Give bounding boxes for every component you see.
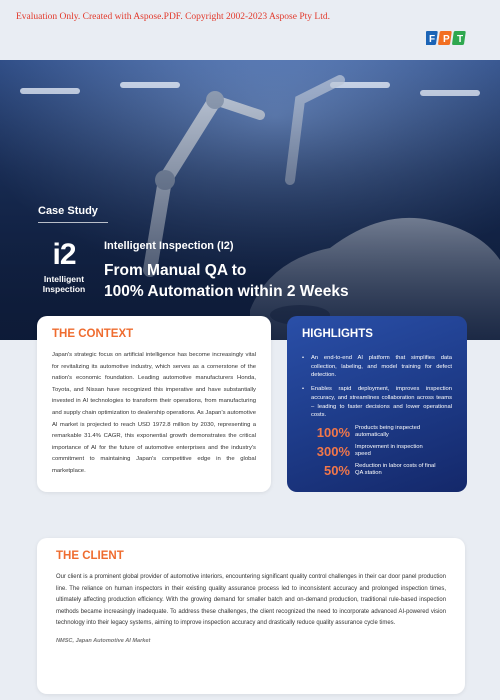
hero-title-line2: 100% Automation within 2 Weeks: [104, 283, 349, 300]
stat-label: Reduction in labor costs of final QA station: [355, 463, 436, 477]
case-study-divider: [38, 222, 108, 223]
client-source: NMSC, Japan Automotive AI Market: [56, 637, 151, 644]
highlights-title: HIGHLIGHTS: [302, 328, 373, 340]
client-body: Our client is a prominent global provider of automotive interiors, encountering significant quality control challenges in their car door panel production line. The reliance on human inspectors in their existing quality assurance process led to inconsistent accuracy and prolonged inspection times, ultimately affecting production efficiency. With the growing demand for smaller batch and on-demand production, traditional rule-based inspection methods became increasingly inadequate. To address these challenges, the client recognized the need to incorporate advanced AI-powered vision technology into their legacy systems, aiming to improve inspection accuracy and drastically reduce quality assurance cycle times.: [56, 574, 446, 627]
stat-value: 300%: [316, 443, 350, 459]
hero-subtitle: Intelligent Inspection (I2): [104, 240, 234, 252]
stat-row: [302, 444, 452, 459]
badge-name-line1: Intelligent: [43, 274, 85, 284]
highlight-bullet: • Enables rapid deployment, improves inspection accuracy, and streamlines collaboration across teams – leading to faster decisions and lower operational costs.: [302, 385, 452, 420]
evaluation-watermark: Evaluation Only. Created with Aspose.PDF. Copyright 2002-2023 Aspose Pty Ltd.: [16, 12, 330, 22]
stat-row: [302, 425, 452, 440]
stat-value: 100%: [316, 424, 350, 440]
highlights-list: [302, 354, 452, 420]
stat-label: Improvement in inspection speed: [355, 444, 423, 458]
highlights-card: [287, 316, 467, 492]
stat-value: 50%: [323, 462, 350, 478]
client-title: THE CLIENT: [56, 550, 124, 562]
highlight-bullet: • An end-to-end AI platform that simplifies data collection, labeling, and model training for defect detection.: [302, 354, 452, 380]
svg-text:P: P: [443, 34, 450, 45]
svg-text:T: T: [457, 34, 464, 45]
i2-mark: i2: [52, 238, 76, 271]
context-title: THE CONTEXT: [52, 328, 134, 340]
stat-row: [302, 463, 452, 478]
fpt-logo: [426, 30, 466, 46]
case-study-label: Case Study: [38, 205, 98, 217]
badge-name-line2: Inspection: [42, 284, 86, 294]
client-card: [37, 538, 465, 694]
i2-product-badge: [38, 240, 90, 294]
stat-label: Products being inspected automatically: [355, 425, 421, 439]
hero-title-line1: From Manual QA to: [104, 262, 247, 279]
svg-text:F: F: [429, 34, 436, 45]
context-card: [37, 316, 271, 492]
context-body: Japan's strategic focus on artificial intelligence has become increasingly vital for revitalizing its automotive industry, which serves as a cornerstone of the nation's economic foundation. Leading automotive manufacturers Honda, Toyota, and Nissan have recognized this imperative and have substantially invested in AI technologies to transform their operations, from manufacturing and supply chain optimization to dealership operations. As Japan's automotive AI market is projected to reach USD 1972.8 million by 2030, representing a remarkable 31.4% CAGR, this exponential growth demonstrates the critical importance of AI for the future of automotive enterprises and the industry's commitment to maintaining Japan's competitive edge in the global marketplace.: [52, 352, 256, 474]
hero-title: [104, 260, 349, 302]
